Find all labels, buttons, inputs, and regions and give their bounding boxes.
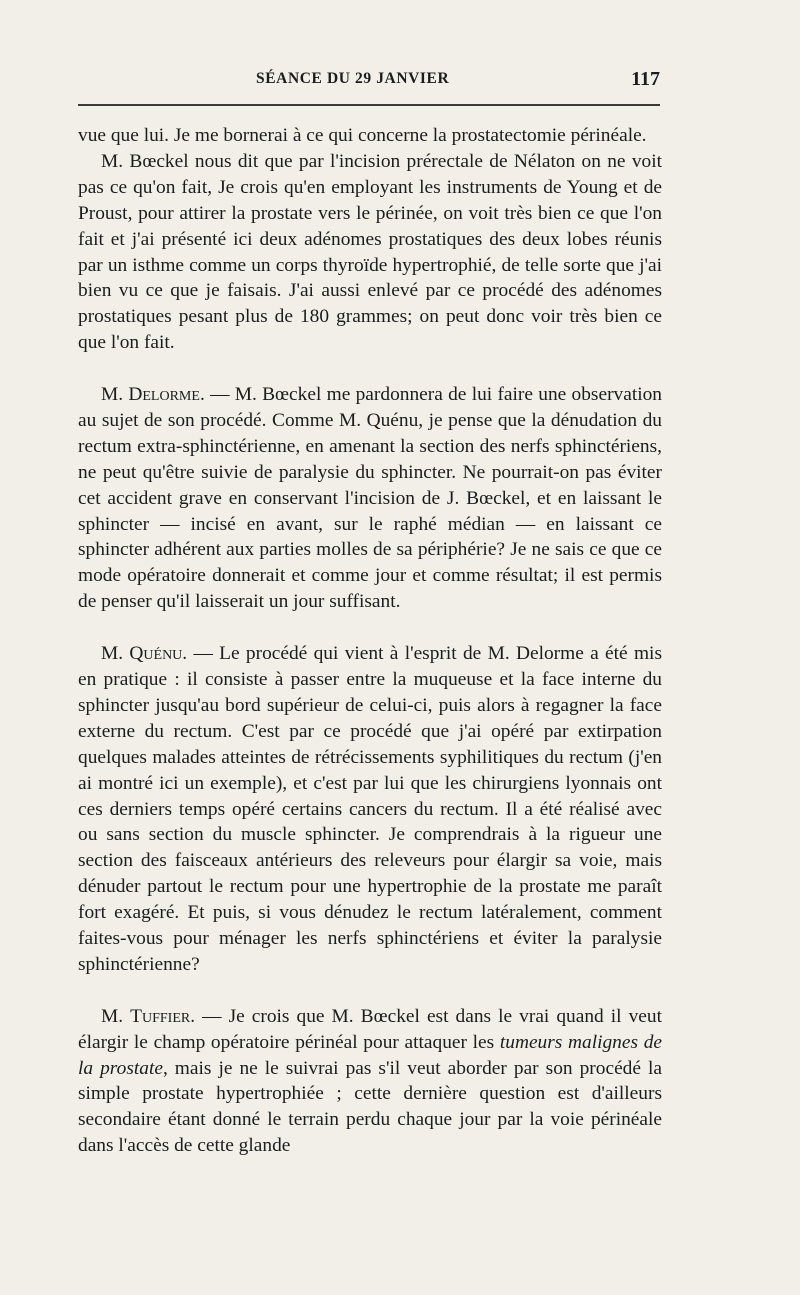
paragraph-continuation: vue que lui. Je me bornerai à ce qui concerne la prostatectomie périnéale. [78, 125, 647, 146]
paragraph-text: , mais je ne le suivrai pas s'il veut aborder par son procédé la simple prostate hypertrophiée ; cette dernière question est d'ailleurs secondaire étant donné le terrain perdu chaque jour par la voie périnéale dans l'accès de cette glande [78, 1057, 662, 1157]
speaker-name: Tuffier [130, 1005, 191, 1027]
italic-phrase: tumeurs malignes de la prostate [78, 1031, 662, 1079]
speaker-prefix: M. [101, 1005, 131, 1027]
paragraph-tuffier [78, 1004, 662, 1159]
speaker-name: Quénu [129, 643, 183, 665]
running-title: SÉANCE DU 29 JANVIER [256, 70, 450, 87]
speaker-name: Delorme [128, 384, 200, 406]
page-header [78, 70, 660, 98]
paragraph-quenu [78, 641, 662, 978]
speaker-prefix: M. [101, 643, 130, 665]
paragraph-text: . — Le procédé qui vient à l'esprit de M. Delorme a été mis en pratique : il consiste à passer entre la muqueuse et la face interne du sphincter jusqu'au bord supérieur de celui-ci, puis alors à regagner la face externe du rectum. C'est par ce procédé que j'ai opéré par extirpation quelques malades atteintes de rétrécissements syphilitiques du rectum (j'en ai montré ici un exemple), et c'est par lui que les chirurgiens lyonnais ont ces derniers temps opéré certains cancers du rectum. Il a été réalisé avec ou sans section du muscle sphincter. Je comprendrais à la rigueur une section des faisceaux antérieurs des releveurs pour élargir sa voie, mais dénuder partout le rectum pour une hypertrophie de la prostate me paraît fort exagéré. Et puis, si vous dénudez le rectum latéralement, comment faites-vous pour ménager les nerfs sphinctériens et éviter la paralysie sphinctérienne? [78, 643, 662, 975]
header-rule [78, 104, 660, 106]
paragraph-text: . — Je crois que M. Bœckel est dans le vrai quand il veut élargir le champ opératoire périnéal pour attaquer les [78, 1005, 662, 1053]
speaker-prefix: M. [101, 384, 129, 406]
paragraph-delorme [78, 382, 662, 615]
body-text [78, 123, 662, 1159]
paragraph-boeckel: M. Bœckel nous dit que par l'incision prérectale de Nélaton on ne voit pas ce qu'on fait, Je crois qu'en employant les instruments de Young et de Proust, pour attirer la prostate vers le périnée, on voit très bien ce que l'on fait et j'ai présenté ici deux adénomes prostatiques des deux lobes réunis par un isthme comme un corps thyroïde hypertrophié, de telle sorte que j'ai bien vu ce que je faisais. J'ai aussi enlevé par ce procédé des adénomes prostatiques pesant plus de 180 grammes; on peut donc voir très bien ce que l'on fait. [78, 150, 662, 354]
paragraph-text: . — M. Bœckel me pardonnera de lui faire une observation au sujet de son procédé. Comme M. Quénu, je pense que la dénudation du rectum extra-sphinctérienne, en amenant la section des nerfs sphinctériens, ne peut qu'être suivie de paralysie du sphincter. Ne pourrait-on pas éviter cet accident grave en conservant l'incision de J. Bœckel, et en laissant le sphincter — incisé en avant, sur le raphé médian — en laissant ce sphincter adhérent aux parties molles de sa périphérie? Je ne sais ce que ce mode opératoire donnerait et comme jour et comme résultat; il est permis de penser qu'il laisserait un jour suffisant. [78, 384, 662, 613]
page-number: 117 [631, 68, 660, 90]
